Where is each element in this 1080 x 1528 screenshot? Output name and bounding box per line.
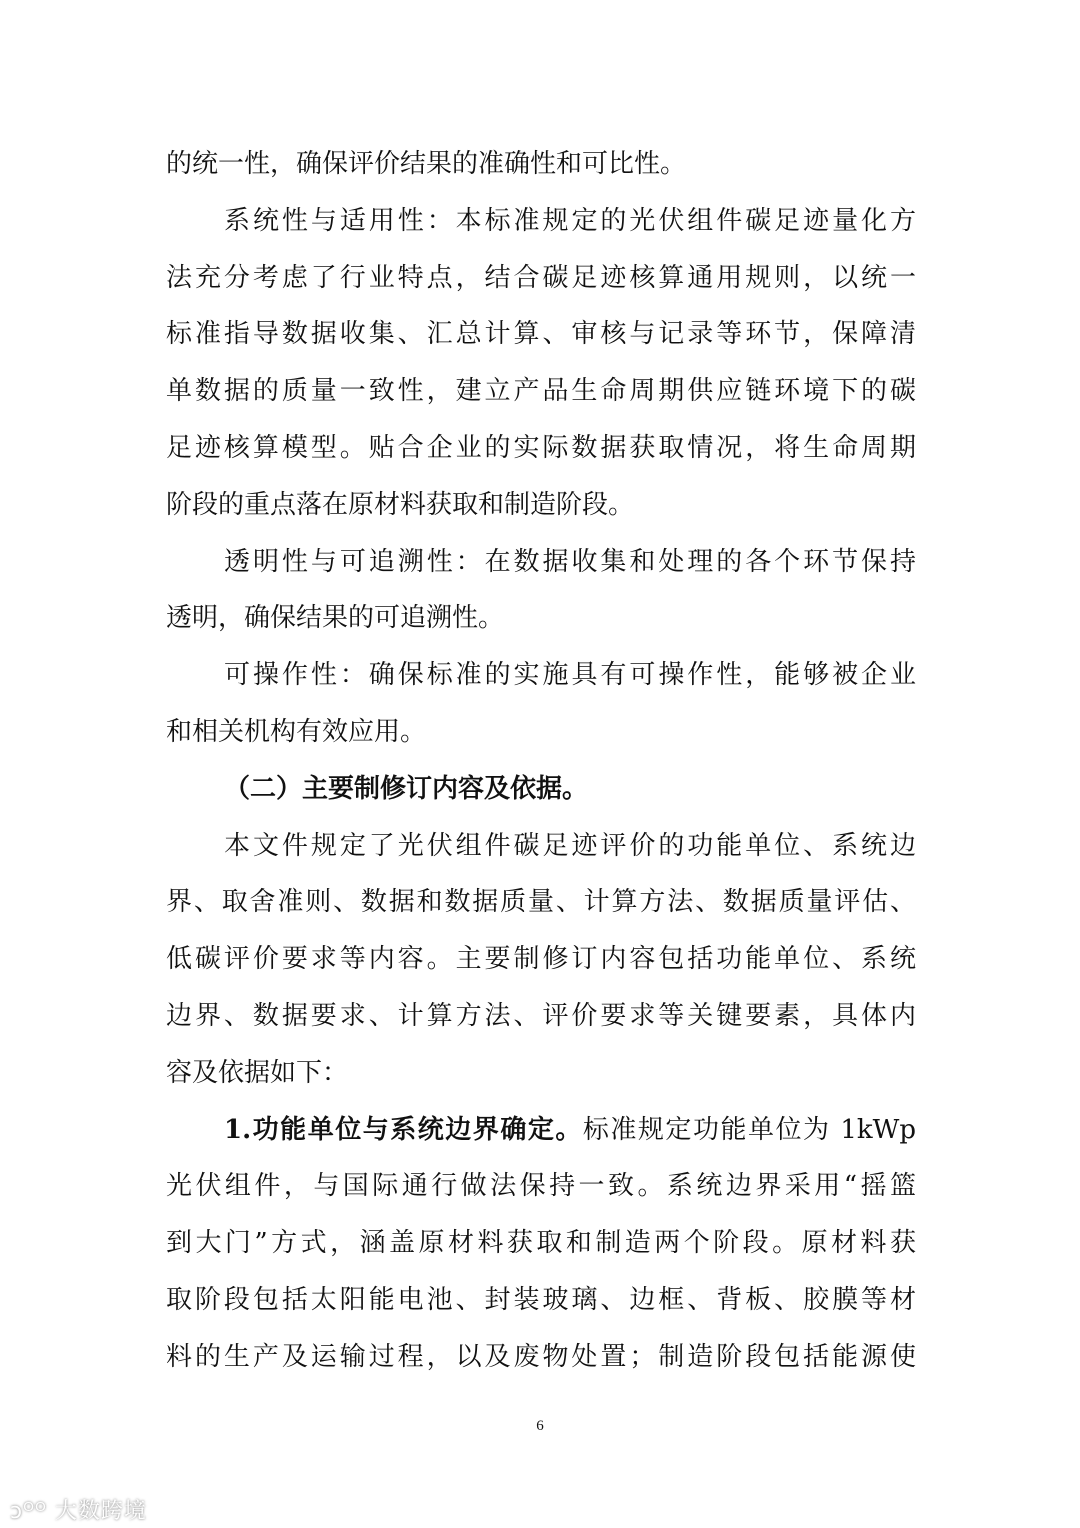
text-line: 标准指导数据收集、汇总计算、审核与记录等环节，保障清 [166, 319, 916, 350]
watermark-logo: ↄᴼᴼ 大数跨境 [10, 1499, 147, 1524]
text-line: 单数据的质量一致性，建立产品生命周期供应链环境下的碳 [166, 376, 916, 407]
item-1-title: 1.功能单位与系统边界确定。 [224, 1114, 583, 1145]
text-line: 足迹核算模型。贴合企业的实际数据获取情况，将生命周期 [166, 432, 916, 463]
text-line: 料的生产及运输过程，以及废物处置；制造阶段包括能源使 [166, 1341, 916, 1372]
watermark-text: 大数跨境 [54, 1499, 147, 1524]
text-line: 可操作性：确保标准的实施具有可操作性，能够被企业 [224, 660, 916, 691]
text-line: 光伏组件，与国际通行做法保持一致。系统边界采用“摇篮 [166, 1171, 916, 1202]
text-line: 本文件规定了光伏组件碳足迹评价的功能单位、系统边 [224, 830, 916, 861]
text-line: 到大门”方式，涵盖原材料获取和制造两个阶段。原材料获 [166, 1228, 916, 1259]
page-number: 6 [536, 1418, 544, 1434]
section-heading: （二）主要制修订内容及依据。 [224, 773, 589, 804]
text-line: 和相关机构有效应用。 [166, 716, 427, 747]
text-line: 系统性与适用性：本标准规定的光伏组件碳足迹量化方 [224, 205, 916, 236]
text-line: 透明，确保结果的可追溯性。 [166, 603, 505, 634]
item-1-line [166, 1102, 916, 1159]
text-line: 界、取舍准则、数据和数据质量、计算方法、数据质量评估、 [166, 887, 916, 918]
text-line: 法充分考虑了行业特点，结合碳足迹核算通用规则，以统一 [166, 262, 916, 293]
text-line: 容及依据如下： [166, 1057, 349, 1088]
text-line: 的统一性，确保评价结果的准确性和可比性。 [166, 149, 687, 179]
text-line: 阶段的重点落在原材料获取和制造阶段。 [166, 489, 635, 520]
text-line: 低碳评价要求等内容。主要制修订内容包括功能单位、系统 [166, 944, 916, 975]
document-body [166, 136, 916, 1386]
text-line: 透明性与可追溯性：在数据收集和处理的各个环节保持 [224, 546, 916, 577]
item-1-text: 标准规定功能单位为 1kWp [582, 1114, 916, 1145]
text-line: 取阶段包括太阳能电池、封装玻璃、边框、背板、胶膜等材 [166, 1284, 916, 1315]
text-line: 边界、数据要求、计算方法、评价要求等关键要素，具体内 [166, 1000, 916, 1031]
